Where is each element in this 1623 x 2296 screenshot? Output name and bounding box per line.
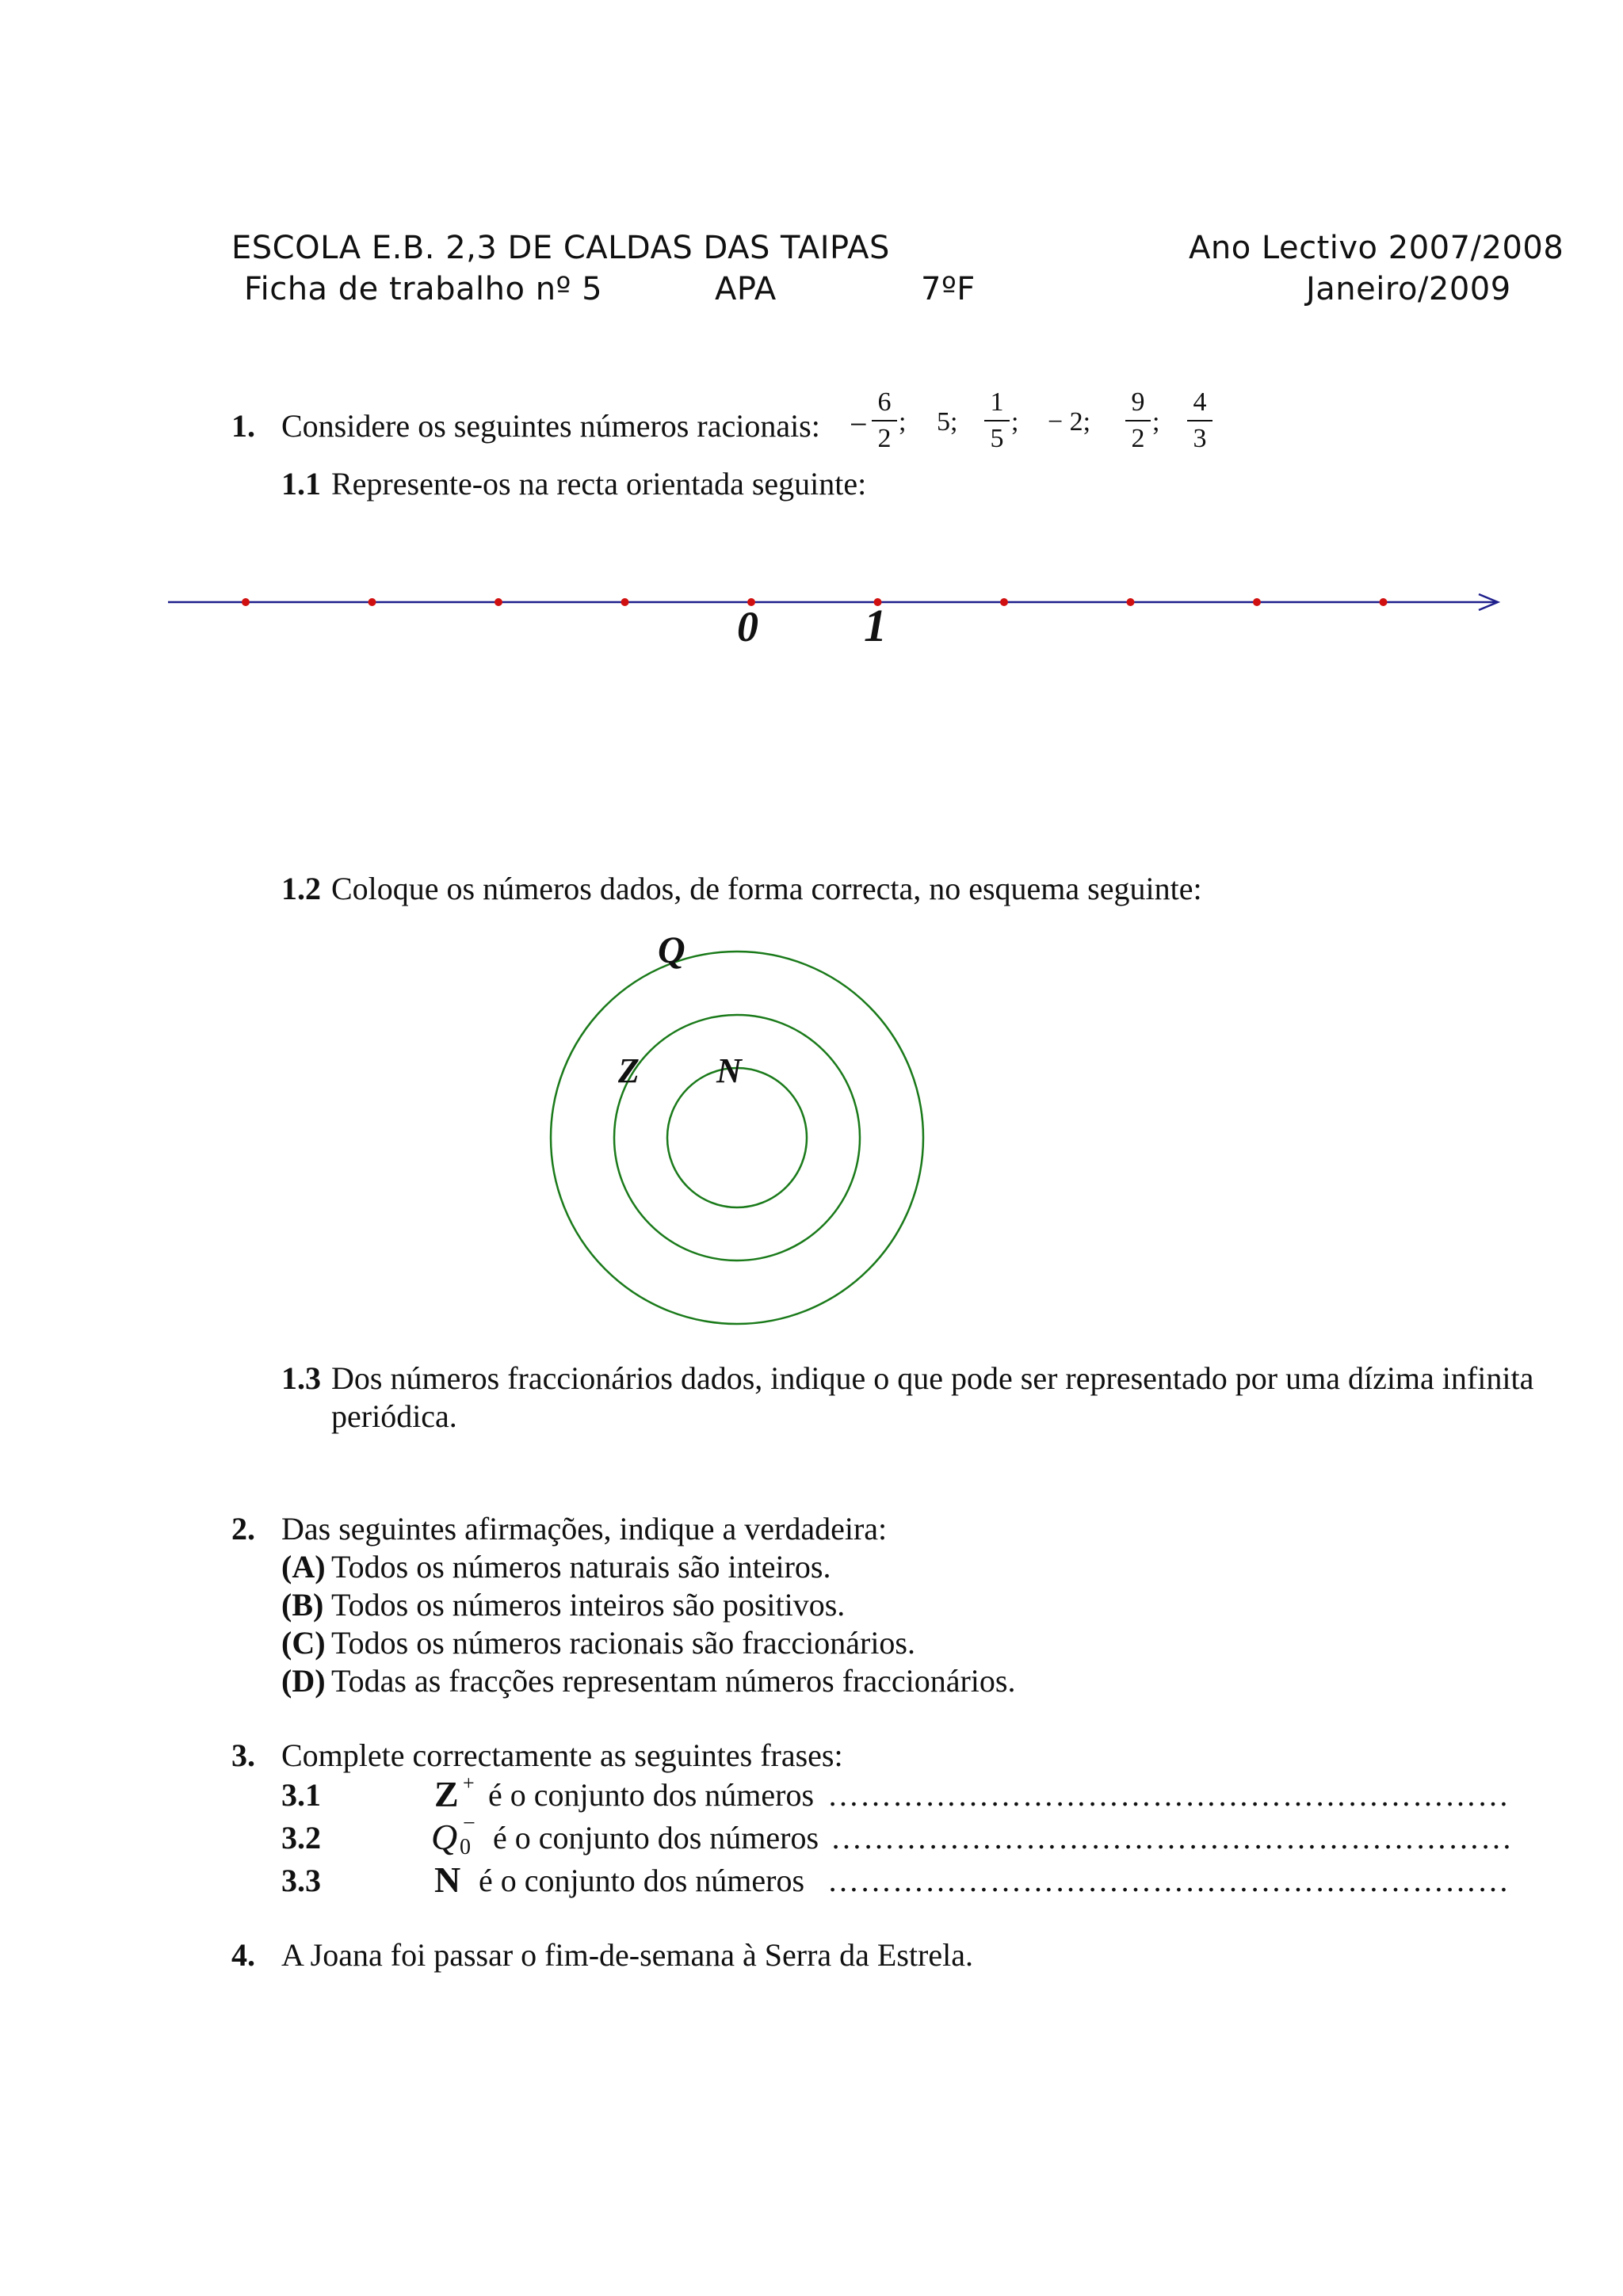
q3-number: 3. — [231, 1737, 255, 1773]
q3-2-text: é o conjunto dos números — [493, 1820, 819, 1855]
q3-3-blank[interactable]: ……………………………………………………… — [827, 1863, 1510, 1898]
set-z-symbol: Z — [434, 1774, 459, 1814]
q1-1-text: Represente-os na recta orientada seguinte: — [331, 466, 867, 502]
q1-2-text: Coloque os números dados, de forma correcta, no esquema seguinte: — [331, 871, 1202, 906]
fraction-1-sep: ; — [899, 407, 907, 437]
q2-option-c-label: (C) — [281, 1625, 326, 1661]
number-line-tick — [369, 598, 376, 606]
fraction-3-sep: ; — [1011, 407, 1019, 437]
fraction-5-denominator: 2 — [1131, 424, 1145, 453]
q2-text: Das seguintes afirmações, indique a verdadeira: — [281, 1511, 888, 1547]
q2-number: 2. — [231, 1511, 255, 1547]
number-minus-2: − 2; — [1048, 407, 1091, 437]
number-line-tick — [1253, 598, 1261, 606]
q1-3-text: Dos números fraccionários dados, indique o que pode ser representado por uma dízima infinita — [331, 1360, 1534, 1396]
number-line-tick — [242, 598, 250, 606]
q2-option-d-text: Todas as fracções representam números fraccionários. — [331, 1663, 1016, 1699]
fraction-1-numerator: 6 — [877, 387, 892, 417]
date-label: Janeiro/2009 — [1306, 271, 1511, 307]
q3-1-label: 3.1 — [281, 1777, 321, 1813]
number-line-label-0: 0 — [737, 603, 758, 650]
q4-number: 4. — [231, 1937, 255, 1973]
q3-3-text: é o conjunto dos números — [479, 1863, 805, 1898]
q1-2-number: 1.2 — [281, 871, 321, 906]
fraction-6 — [1184, 387, 1216, 455]
q1-text: Considere os seguintes números racionais: — [281, 408, 820, 444]
q2-option-a-text: Todos os números naturais são inteiros. — [331, 1549, 831, 1585]
q1-3-text-cont: periódica. — [331, 1398, 457, 1434]
number-line-label-1: 1 — [864, 600, 887, 651]
set-z-label: Z — [618, 1051, 640, 1090]
q2-option-b-label: (B) — [281, 1587, 324, 1623]
q4-text: A Joana foi passar o fim-de-semana à Serra da Estrela. — [281, 1937, 973, 1973]
q3-2-blank[interactable]: ……………………………………………………… — [831, 1820, 1513, 1855]
q3-text: Complete correctamente as seguintes frases: — [281, 1737, 843, 1773]
set-q-superscript: − — [463, 1811, 475, 1836]
set-q-circle — [551, 952, 923, 1324]
set-n-label: N — [716, 1051, 742, 1090]
set-q-label: Q — [658, 929, 685, 971]
fraction-1-denominator: 2 — [877, 424, 892, 453]
q2-option-b-text: Todos os números inteiros são positivos. — [331, 1587, 846, 1623]
q3-3-label: 3.3 — [281, 1863, 321, 1898]
sets-diagram — [539, 943, 935, 1339]
q2-option-c-text: Todos os números racionais são fraccionários. — [331, 1625, 915, 1661]
fraction-3-denominator: 5 — [990, 424, 1004, 453]
fraction-3 — [981, 387, 1013, 455]
number-line — [158, 578, 1506, 673]
fraction-6-numerator: 4 — [1193, 387, 1207, 417]
fraction-5 — [1122, 387, 1154, 455]
q2-option-d-label: (D) — [281, 1663, 326, 1699]
fraction-5-numerator: 9 — [1131, 387, 1145, 417]
fraction-5-sep: ; — [1152, 407, 1160, 437]
set-q-symbol: Q — [431, 1817, 458, 1857]
q3-1-text: é o conjunto dos números — [488, 1777, 815, 1813]
set-q-subscript: 0 — [460, 1835, 471, 1859]
school-name: ESCOLA E.B. 2,3 DE CALDAS DAS TAIPAS — [231, 230, 890, 266]
school-year: Ano Lectivo 2007/2008 — [1189, 230, 1564, 266]
q2-option-a-label: (A) — [281, 1549, 326, 1585]
set-z-superscript: + — [463, 1772, 475, 1794]
fraction-3-numerator: 1 — [990, 387, 1004, 417]
number-line-tick — [1127, 598, 1135, 606]
q1-number: 1. — [231, 408, 255, 444]
subject-label: APA — [715, 271, 777, 307]
q3-1-blank[interactable]: ……………………………………………………… — [827, 1777, 1510, 1813]
q3-2-label: 3.2 — [281, 1820, 321, 1855]
q1-1-number: 1.1 — [281, 466, 321, 502]
fraction-sign-1: − — [850, 406, 868, 442]
q1-3-number: 1.3 — [281, 1360, 321, 1396]
fraction-6-denominator: 3 — [1193, 424, 1207, 453]
number-line-tick — [1000, 598, 1008, 606]
set-n-symbol: N — [434, 1859, 461, 1900]
worksheet-title: Ficha de trabalho nº 5 — [244, 271, 603, 307]
number-5: 5; — [937, 407, 958, 437]
fraction-1 — [869, 387, 900, 455]
number-line-tick — [1380, 598, 1388, 606]
number-line-tick — [621, 598, 629, 606]
class-label: 7ºF — [921, 271, 976, 307]
number-line-tick — [495, 598, 502, 606]
